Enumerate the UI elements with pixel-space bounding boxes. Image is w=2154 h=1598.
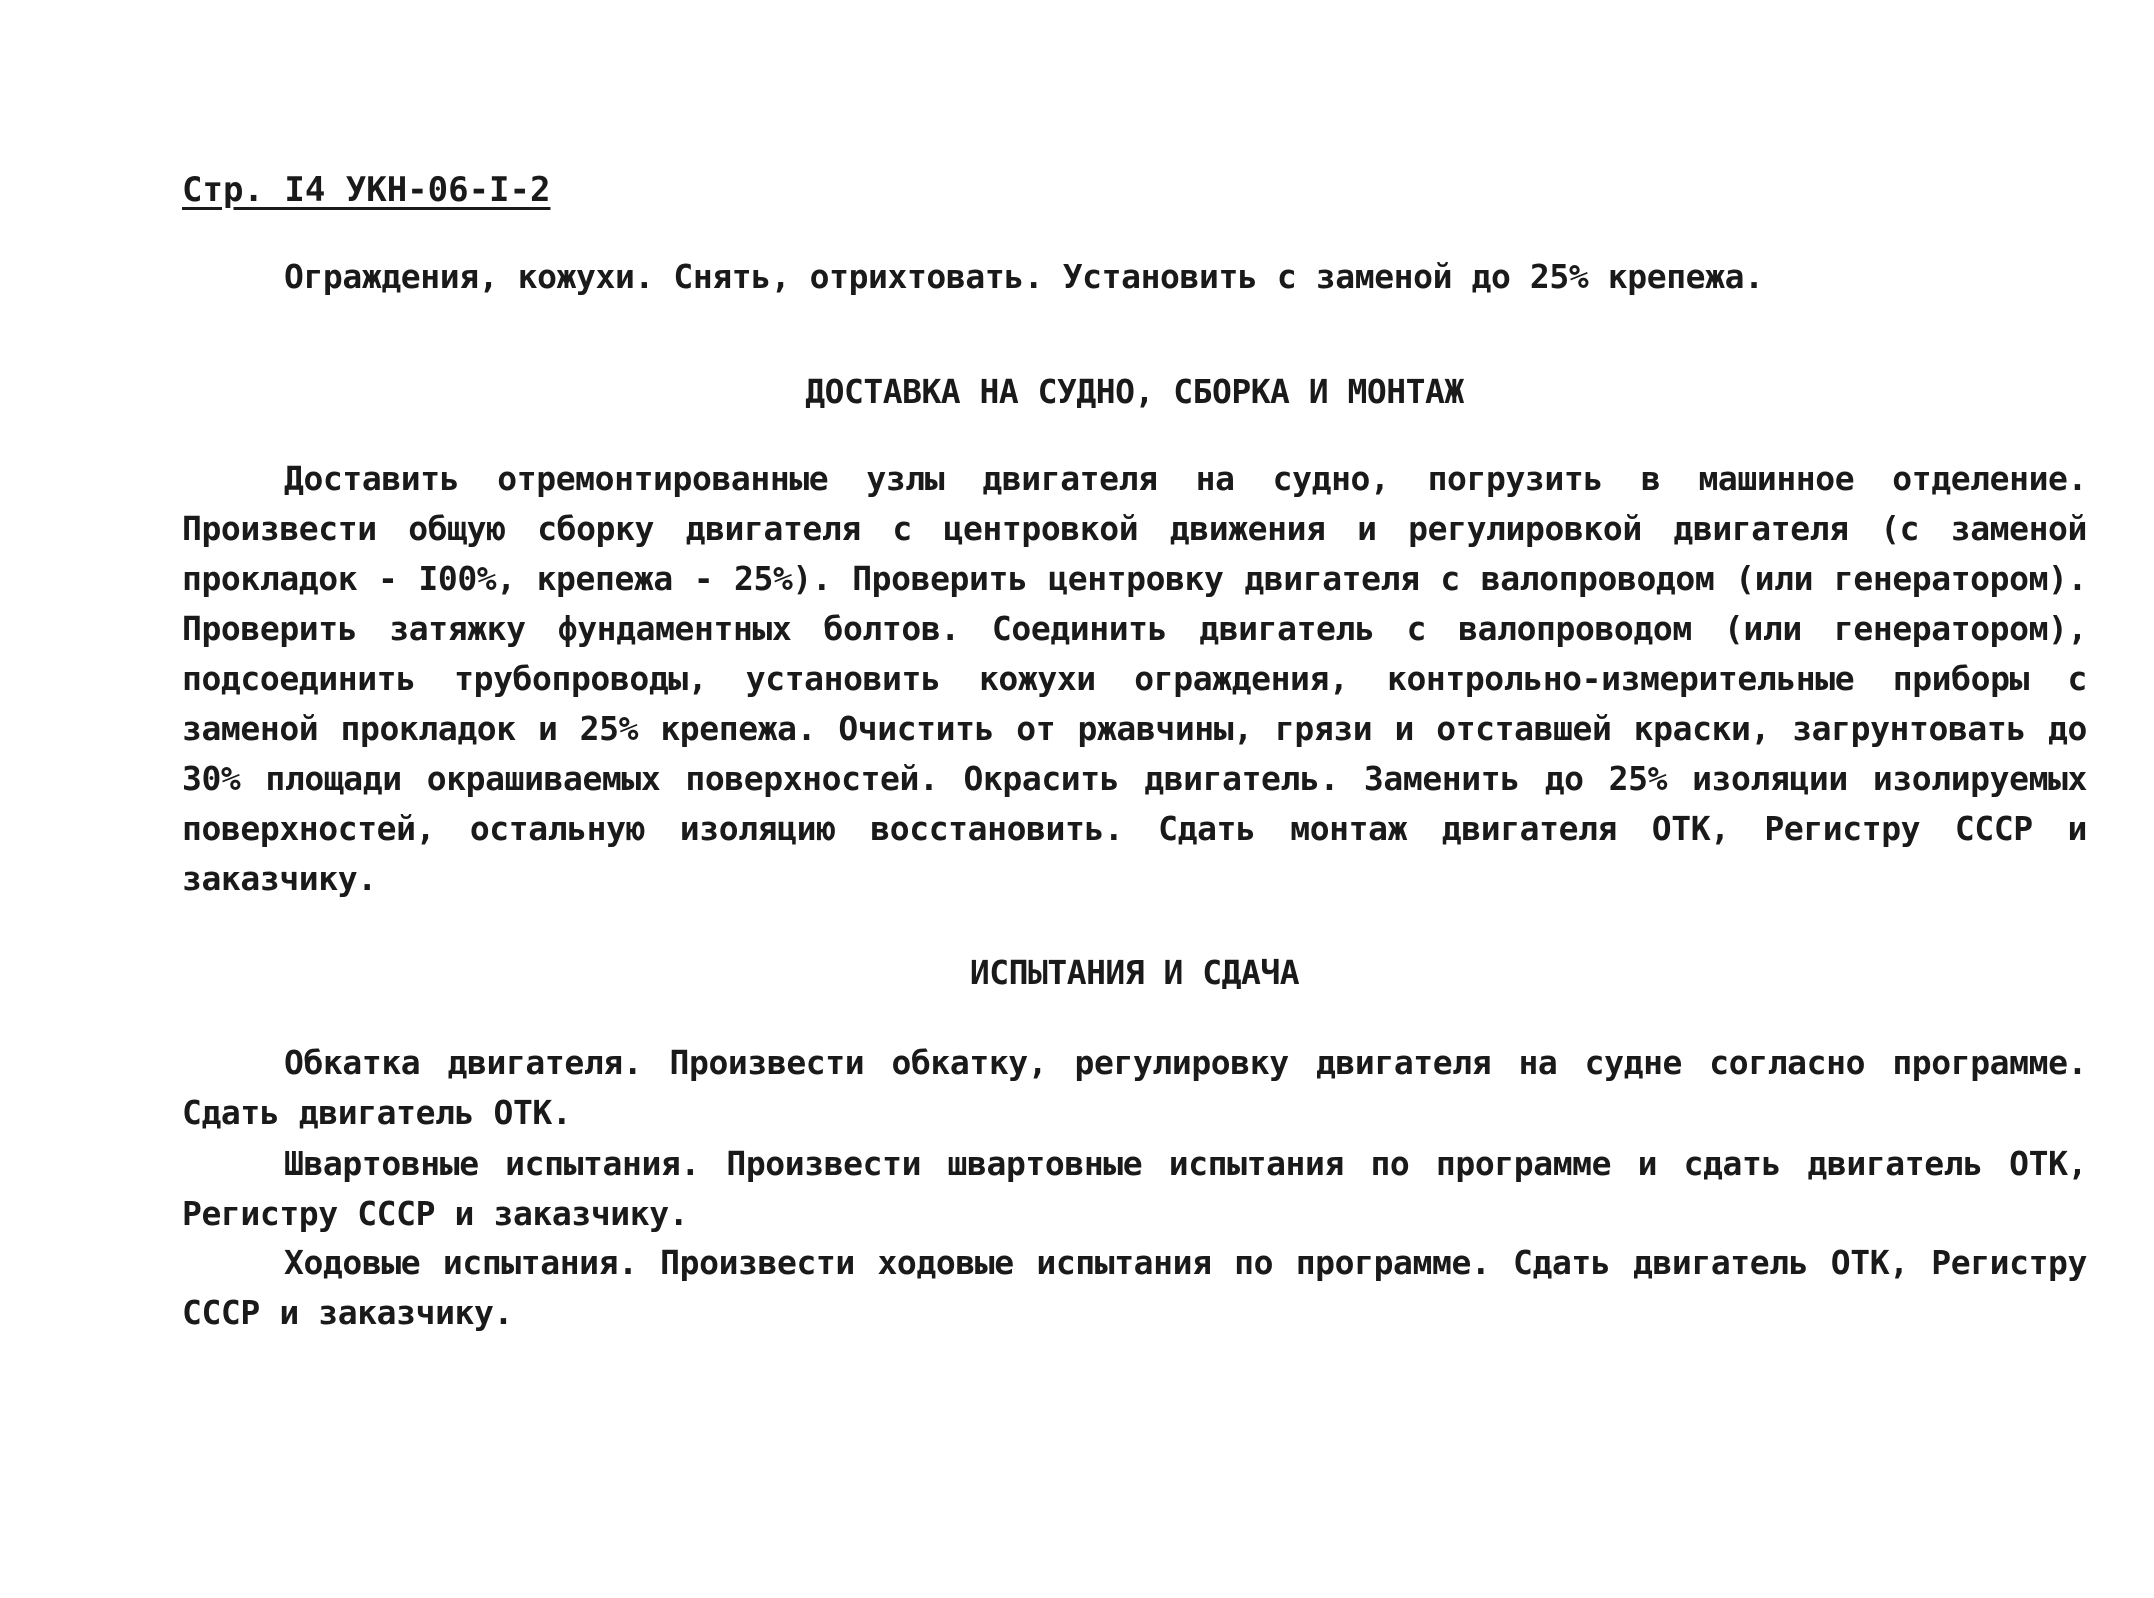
paragraph-guards-text: Ограждения, кожухи. Снять, отрихтовать. Установить с заменой до 25% крепежа.: [284, 257, 1764, 296]
paragraph-delivery-text: Доставить отремонтированные узлы двигателя на судно, погрузить в машинное отделение. Произвести общую сборку двигателя с центровкой движения и регулировкой двигателя (с заменой прокладок - I00%, крепежа - 25%). Проверить центровку двигателя с валопроводом (или генератором). Проверить затяжку фундаментных болтов. Соединить двигатель с валопроводом (или генератором), подсоединить трубопроводы, установить кожухи ограждения, контрольно-измерительные приборы с заменой прокладок и 25% крепежа. Очистить от ржавчины, грязи и отставшей краски, загрунтовать до 30% площади окрашиваемых поверхностей. Окрасить двигатель. Заменить до 25% изоляции изолируемых поверхностей, остальную изоляцию восстановить. Сдать монтаж двигателя ОТК, Регистру СССР и заказчику.: [182, 459, 2087, 898]
page-reference: Стр. I4 УКН-06-I-2: [182, 170, 551, 210]
paragraph-delivery: [182, 454, 2087, 904]
section-heading-delivery: ДОСТАВКА НА СУДНО, СБОРКА И МОНТАЖ: [805, 372, 1464, 411]
paragraph-guards: [182, 252, 2087, 302]
paragraph-sea-trials: [182, 1238, 2087, 1338]
paragraph-running-in: [182, 1038, 2087, 1138]
paragraph-sea-trials-text: Ходовые испытания. Произвести ходовые испытания по программе. Сдать двигатель ОТК, Регистру СССР и заказчику.: [182, 1243, 2087, 1332]
section-heading-testing: ИСПЫТАНИЯ И СДАЧА: [969, 953, 1300, 992]
paragraph-mooring-tests: [182, 1139, 2087, 1239]
paragraph-mooring-tests-text: Швартовные испытания. Произвести швартовные испытания по программе и сдать двигатель ОТК, Регистру СССР и заказчику.: [182, 1144, 2087, 1233]
paragraph-running-in-text: Обкатка двигателя. Произвести обкатку, регулировку двигателя на судне согласно программе. Сдать двигатель ОТК.: [182, 1043, 2087, 1132]
